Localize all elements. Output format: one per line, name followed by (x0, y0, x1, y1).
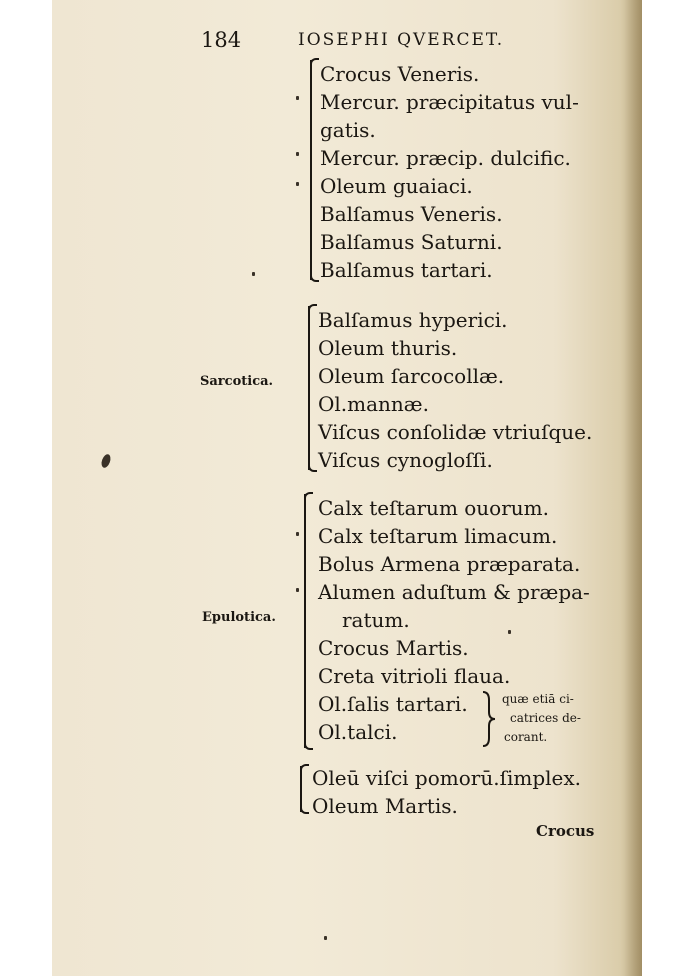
group2-line: Balſamus hyperici. (318, 308, 508, 332)
group2-line: Ol.mannæ. (318, 392, 429, 416)
ink-mark (296, 152, 299, 156)
group2-line: Viſcus cynogloſſi. (318, 448, 493, 472)
sarcotica-label: Sarcotica. (200, 374, 274, 389)
ink-smudge (100, 453, 112, 469)
note-brace (480, 690, 498, 748)
group4-line: Oleū viſci pomorū.ſimplex. (312, 766, 582, 790)
group1-line: Oleum guaiaci. (320, 174, 473, 198)
group1-line: Mercur. præcipitatus vul- (320, 90, 579, 114)
ink-mark (296, 182, 299, 186)
group4-bracket (300, 766, 302, 812)
group1-line: Balſamus tartari. (320, 258, 493, 282)
note-line: catrices de- (510, 711, 581, 725)
group3-line: Ol.ſalis tartari. (318, 692, 468, 716)
group2-bracket (308, 306, 310, 470)
note-line: quæ etiā ci- (502, 692, 574, 706)
ink-mark (508, 630, 511, 634)
ink-mark (296, 532, 299, 536)
group1-line: Crocus Veneris. (320, 62, 480, 86)
group3-line: Alumen aduſtum & præpa- (318, 580, 590, 604)
group3-line: Creta vitrioli flaua. (318, 664, 511, 688)
group1-line: Mercur. præcip. dulcific. (320, 146, 571, 170)
group2-line: Oleum ſarcocollæ. (318, 364, 505, 388)
group3-line: Calx teſtarum ouorum. (318, 496, 549, 520)
group1-bracket (310, 60, 312, 280)
group2-line: Viſcus conſolidæ vtriuſque. (318, 420, 593, 444)
catchword: Crocus (536, 822, 595, 840)
group3-line: Ol.talci. (318, 720, 398, 744)
book-page (52, 0, 642, 976)
group1-line: gatis. (320, 118, 376, 142)
ink-mark (324, 936, 327, 940)
epulotica-label: Epulotica. (202, 610, 276, 625)
group3-line: Bolus Armena præparata. (318, 552, 581, 576)
group3-line: ratum. (342, 608, 410, 632)
group3-line: Crocus Martis. (318, 636, 469, 660)
running-title: IOSEPHI QVERCET. (298, 30, 505, 50)
group3-line: Calx teſtarum limacum. (318, 524, 558, 548)
group2-line: Oleum thuris. (318, 336, 458, 360)
group1-line: Balſamus Veneris. (320, 202, 503, 226)
ink-mark (252, 272, 255, 276)
ink-mark (296, 588, 299, 592)
group4-line: Oleum Martis. (312, 794, 458, 818)
ink-mark (296, 96, 299, 100)
page-number: 184 (201, 28, 242, 52)
group3-bracket (304, 494, 306, 748)
group1-line: Balſamus Saturni. (320, 230, 503, 254)
note-line: corant. (504, 730, 548, 744)
